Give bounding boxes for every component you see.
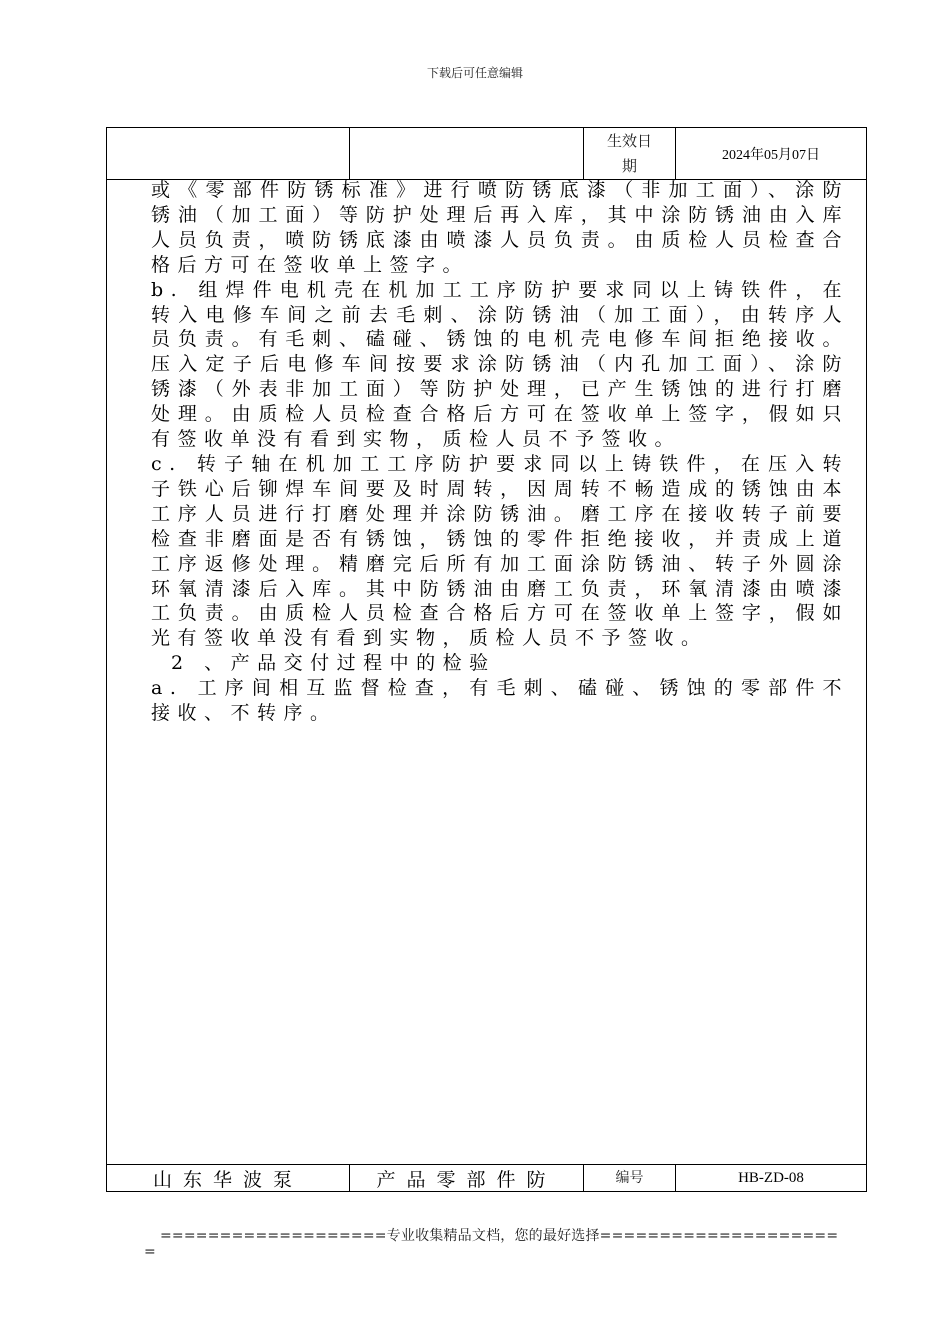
effective-date-label [584,128,676,179]
effective-date-cell [676,128,866,179]
footer-row [107,1164,866,1191]
header-row [107,128,866,180]
document-title: 产品零部件防 [376,1168,557,1191]
footer-title-cell [350,1165,584,1191]
paragraph: 或《零部件防锈标准》进行喷防锈底漆（非加工面）、涂防锈油（加工面）等防护处理后再入库，其中涂防锈油由入库人员负责，喷防锈底漆由喷漆人员负责。由质检人员检查合格后方可在签收单上签字。 [151,179,849,276]
bottom-note: ===================专业收集精品文档，您的最好选择==================== [160,1228,839,1244]
document-code: HB-ZD-08 [738,1169,804,1186]
paragraph: c. 转子轴在机加工工序防护要求同以上铸铁件，在压入转子铁心后铆焊车间要及时周转，因周转不畅造成的锈蚀由本工序人员进行打磨处理并涂防锈油。磨工序在接收转子前要检查非磨面是否有锈蚀，锈蚀的零件拒绝接收，并责成上道工序返修处理。精磨完后所有加工面涂防锈油、转子外圆涂环氧清漆后入库。其中防锈油由磨工负责，环氧清漆由喷漆工负责。由质检人员检查合格后方可在签收单上签字，假如光有签收单没有看到实物，质检人员不予签收。 [151,452,849,650]
header-cell-2 [350,128,584,179]
company-name: 山东华波泵 [152,1168,303,1191]
code-cell [676,1165,866,1191]
bottom-note-tail: = [144,1244,156,1260]
effective-date-value: 2024年05月07日 [722,147,820,163]
body-text [151,178,849,726]
paragraph: a. 工序间相互监督检查，有毛刺、磕碰、锈蚀的零部件不接收、不转序。 [151,677,849,725]
paragraph: b. 组焊件电机壳在机加工工序防护要求同以上铸铁件，在转入电修车间之前去毛刺、涂防锈油（加工面），由转序人员负责。有毛刺、磕碰、锈蚀的电机壳电修车间拒绝接收。压入定子后电修车间按要求涂防锈油（内孔加工面）、涂防锈漆（外表非加工面）等防护处理，已产生锈蚀的进行打磨处理。由质检人员检查合格后方可在签收单上签字，假如只有签收单没有看到实物，质检人员不予签收。 [151,278,849,451]
code-label-cell [584,1165,676,1191]
top-note: 下载后可任意编辑 [426,66,523,80]
section-heading: 2 、产品交付过程中的检验 [171,652,496,675]
code-label: 编号 [615,1169,644,1186]
effective-date-label-text: 生效日期 [606,131,652,175]
document-frame [106,127,867,1192]
header-cell-1 [107,128,350,179]
footer-company-cell [107,1165,350,1191]
